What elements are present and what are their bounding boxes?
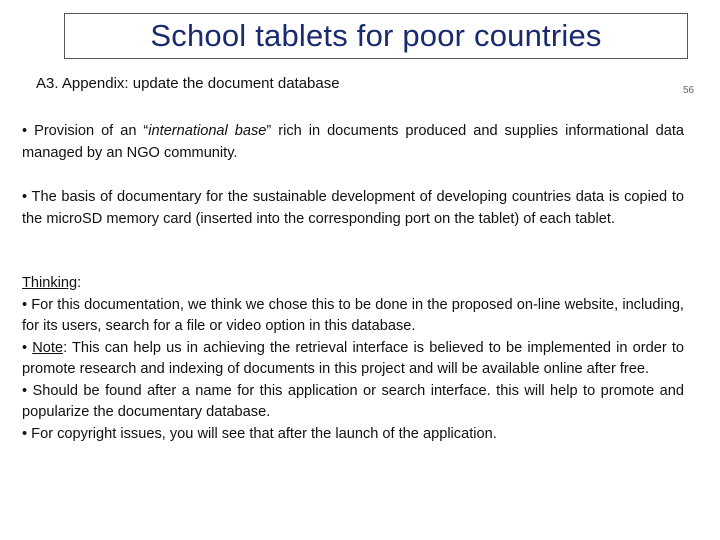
slide-subtitle: A3. Appendix: update the document database [36, 75, 340, 92]
thinking-section [22, 273, 684, 445]
paragraph-text: • The basis of documentary for the sustainable development of developing countries data is copied to the microSD memory card (inserted into the corresponding port on the tablet) of each tablet. [22, 189, 684, 227]
thinking-heading-line: Thinking: [22, 275, 82, 291]
page-number: 56 [683, 85, 695, 96]
paragraph-text: Provision of an “ [27, 123, 149, 139]
paragraph-international-base [22, 121, 684, 164]
thinking-bullet-2: • Note: This can help us in achieving the retrieval interface is believed to be implemented in order to promote research and indexing of documents in this project and will be available online after free. [22, 339, 684, 377]
bullet: • [22, 123, 28, 139]
slide-title: School tablets for poor countries [150, 18, 602, 53]
paragraph-text: ” rich in documents produced and supplies informational data managed by an NGO community. [22, 123, 684, 161]
thinking-bullet-3: • Should be found after a name for this application or search interface. this will help to promote and popularize the documentary database. [22, 382, 684, 420]
title-box [64, 13, 688, 59]
note-label: Note [32, 339, 64, 356]
thinking-bullet-4: • For copyright issues, you will see that after the launch of the application. [22, 425, 497, 442]
thinking-heading: Thinking [22, 275, 78, 291]
paragraph-documentary-basis [22, 187, 684, 230]
thinking-bullet-1: • For this documentation, we think we chose this to be done in the proposed on-line website, including, for its users, search for a file or video option in this database. [22, 296, 684, 334]
italic-term: international base [148, 123, 267, 139]
